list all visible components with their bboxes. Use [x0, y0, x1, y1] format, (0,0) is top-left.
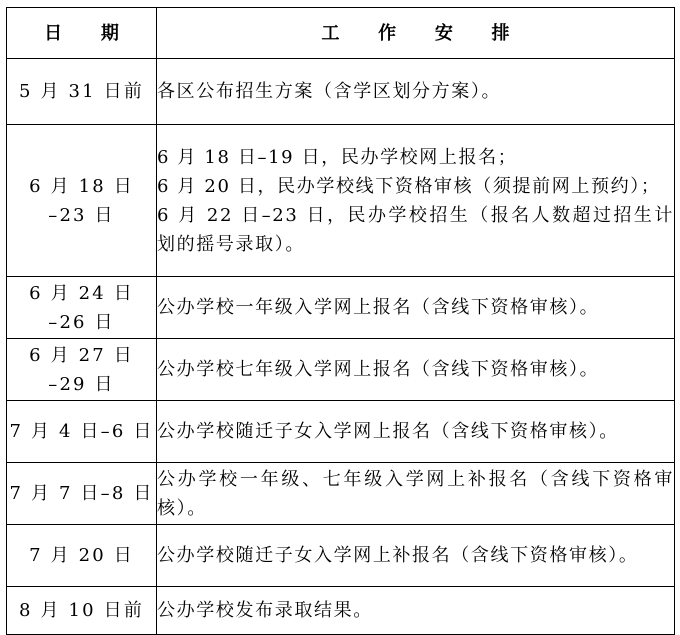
- row-task: [157, 59, 675, 125]
- task-line: 公办学校七年级入学网上报名（含线下资格审核）。: [157, 359, 600, 380]
- schedule-table: [6, 7, 675, 635]
- table-row: [7, 339, 675, 401]
- task-line: 6 月 18 日–19 日，民办学校网上报名；: [157, 146, 518, 168]
- task-line: 公办学校一年级入学网上报名（含线下资格审核）。: [157, 297, 600, 318]
- row-date: 8 月 10 日前: [7, 587, 157, 635]
- task-line: 6 月 22 日–23 日，民办学校招生（报名人数超过招生计划的摇号录取）。: [157, 204, 674, 255]
- row-task: [157, 463, 675, 525]
- row-task: [157, 401, 675, 463]
- row-date: 6 月 18 日 –23 日: [7, 125, 157, 277]
- table-row: [7, 59, 675, 125]
- row-date: 7 月 20 日: [7, 525, 157, 587]
- task-line: 各区公布招生方案（含学区划分方案）。: [157, 81, 502, 102]
- table-row: [7, 587, 675, 635]
- row-date: 7 月 4 日–6 日: [7, 401, 157, 463]
- row-task: [157, 339, 675, 401]
- row-task: [157, 525, 675, 587]
- row-date: 6 月 27 日 –29 日: [7, 339, 157, 401]
- table-row: [7, 525, 675, 587]
- row-date: 7 月 7 日–8 日: [7, 463, 157, 525]
- row-date: 6 月 24 日 –26 日: [7, 277, 157, 339]
- task-line: 公办学校发布录取结果。: [157, 600, 373, 621]
- row-task: [157, 277, 675, 339]
- row-task: [157, 125, 675, 277]
- task-line: 公办学校随迁子女入学网上补报名（含线下资格审核）。: [157, 545, 639, 566]
- row-date: 5 月 31 日前: [7, 59, 157, 125]
- header-task: 工 作 安 排: [157, 8, 675, 59]
- table-header-row: [7, 8, 675, 59]
- table-row: [7, 401, 675, 463]
- header-date: 日 期: [7, 8, 157, 59]
- row-task: [157, 587, 675, 635]
- task-line: 公办学校随迁子女入学网上报名（含线下资格审核）。: [157, 421, 619, 442]
- table-row: [7, 125, 675, 277]
- task-line: 公办学校一年级、七年级入学网上补报名（含线下资格审核）。: [157, 468, 674, 519]
- task-line: 6 月 20 日，民办学校线下资格审核（须提前网上预约）；: [157, 175, 661, 197]
- table-row: [7, 463, 675, 525]
- table-row: [7, 277, 675, 339]
